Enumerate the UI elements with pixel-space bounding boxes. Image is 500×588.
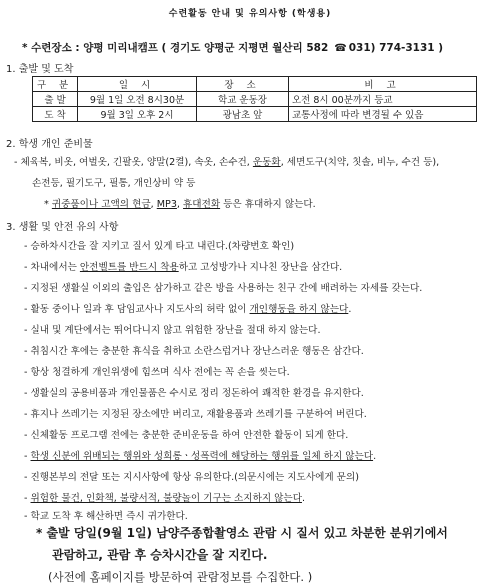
list-item <box>24 490 305 504</box>
list-item: - 지정된 생활실 이외의 출입은 삼가하고 같은 방을 사용하는 친구 간에 배려하는 자세를 갖는다. <box>24 283 423 294</box>
warning-underlined: 휴대전화 <box>183 199 221 210</box>
warning-text: * <box>44 199 52 210</box>
schedule-header-row <box>33 77 477 92</box>
item-text: - 활동 중이나 일과 후 담임교사나 지도사의 허락 없이 <box>24 304 250 315</box>
item-underlined: 안전벨트를 반드시 착용 <box>79 262 179 273</box>
supplies-line-1 <box>14 154 439 168</box>
list-item: - 휴지나 쓰레기는 지정된 장소에만 버리고, 재활용품과 쓰레기를 구분하여 버린다. <box>24 409 367 420</box>
col-header-place: 장 소 <box>197 77 289 92</box>
item-underlined: 학생 신분에 위배되는 행위와 성희롱ㆍ성폭력에 해당하는 행위를 일체 하지 않는다 <box>30 451 374 462</box>
item-underlined: 개인행동을 하지 않는다 <box>249 304 349 315</box>
list-item: - 실내 및 계단에서는 뛰어다니지 않고 위험한 장난을 절대 하지 않는다. <box>24 325 321 336</box>
bottom-notice <box>36 522 448 588</box>
table-row <box>33 92 477 107</box>
schedule-table <box>32 76 477 122</box>
phone-icon: ☎ <box>334 43 347 54</box>
col-header-note: 비 고 <box>289 77 477 92</box>
warning-text: , <box>176 199 184 210</box>
venue-label: * 수련장소 : 양평 미리내캠프 ( 경기도 양평군 지평면 월산리 582 <box>22 42 329 54</box>
venue-info <box>22 40 443 55</box>
cell-note: 오전 8시 00분까지 등교 <box>289 92 477 107</box>
cell-place: 학교 운동장 <box>197 92 289 107</box>
item-text: - <box>24 493 31 504</box>
list-item <box>24 259 342 273</box>
notice-line-1: * 출발 당일(9월 1일) 남양주종합촬영소 관람 시 질서 있고 차분한 분위기에서 <box>36 526 448 540</box>
col-header-type: 구 분 <box>33 77 78 92</box>
item-text: - 차내에서는 <box>24 262 80 273</box>
list-item: - 신체활동 프로그램 전에는 충분한 준비운동을 하여 안전한 활동이 되게 한다. <box>24 430 349 441</box>
supplies-text: - 체육복, 비옷, 여벌옷, 긴팔옷, 양말(2켤), 속옷, 손수건, <box>14 157 253 168</box>
item-text: . <box>301 493 306 504</box>
warning-underlined: 귀중품이나 고액의 현금 <box>51 199 151 210</box>
supplies-text: , 세면도구(치약, 칫솔, 비누, 수건 등), <box>280 157 440 168</box>
cell-datetime: 9월 3일 오후 2시 <box>78 107 197 122</box>
document-title: 수련활동 안내 및 유의사항 (학생용) <box>168 9 332 19</box>
warning-text: , <box>150 199 157 210</box>
list-item: - 승하차시간을 잘 지키고 질서 있게 타고 내린다.(차량번호 확인) <box>24 241 295 252</box>
cell-note: 교통사정에 따라 변경될 수 있음 <box>289 107 477 122</box>
list-item: - 학교 도착 후 해산하면 즉시 귀가한다. <box>24 511 188 522</box>
notice-line-3: (사전에 홈페이지를 방문하여 관람정보를 수집한다. ) <box>48 570 313 584</box>
list-item: - 항상 청결하게 개인위생에 힘쓰며 식사 전에는 꼭 손을 씻는다. <box>24 367 290 378</box>
supplies-line-2: 손전등, 필기도구, 필통, 개인상비 약 등 <box>32 178 196 189</box>
list-item <box>24 301 351 315</box>
col-header-datetime: 일 시 <box>78 77 197 92</box>
notice-line-2: 관람하고, 관람 후 승차시간을 잘 지킨다. <box>52 548 268 562</box>
supplies-warning <box>44 196 316 210</box>
item-text: . <box>373 451 377 462</box>
venue-phone: 031) 774-3131 ) <box>348 42 444 54</box>
item-text: - <box>24 451 31 462</box>
list-item: - 진행본부의 전달 또는 지시사항에 항상 유의한다.(의문시에는 지도사에게 문의) <box>24 472 359 483</box>
cell-type: 출 발 <box>33 92 78 107</box>
cell-datetime: 9월 1일 오전 8시30분 <box>78 92 197 107</box>
list-item: - 취침시간 후에는 충분한 휴식을 취하고 소란스럽거나 장난스러운 행동은 삼간다. <box>24 346 364 357</box>
cell-type: 도 착 <box>33 107 78 122</box>
warning-text: 등은 휴대하지 않는다. <box>220 199 316 210</box>
list-item: - 생활실의 공용비품과 개인물품은 수시로 정리 정돈하여 쾌적한 환경을 유지한다. <box>24 388 364 399</box>
section3-heading: 3. 생활 및 안전 유의 사항 <box>6 222 119 233</box>
cell-place: 광남초 앞 <box>197 107 289 122</box>
item-text: . <box>348 304 352 315</box>
warning-underlined: MP3 <box>156 199 177 210</box>
section1-heading: 1. 출발 및 도착 <box>6 64 74 75</box>
list-item <box>24 448 376 462</box>
item-text: 하고 고성방가나 지나친 장난을 삼간다. <box>178 262 343 273</box>
section2-heading: 2. 학생 개인 준비물 <box>6 139 93 150</box>
supplies-underlined: 운동화 <box>252 157 281 168</box>
item-underlined: 위험한 물건, 인화책, 불량서적, 불량놀이 기구는 소지하지 않는다 <box>30 493 302 504</box>
table-row <box>33 107 477 122</box>
